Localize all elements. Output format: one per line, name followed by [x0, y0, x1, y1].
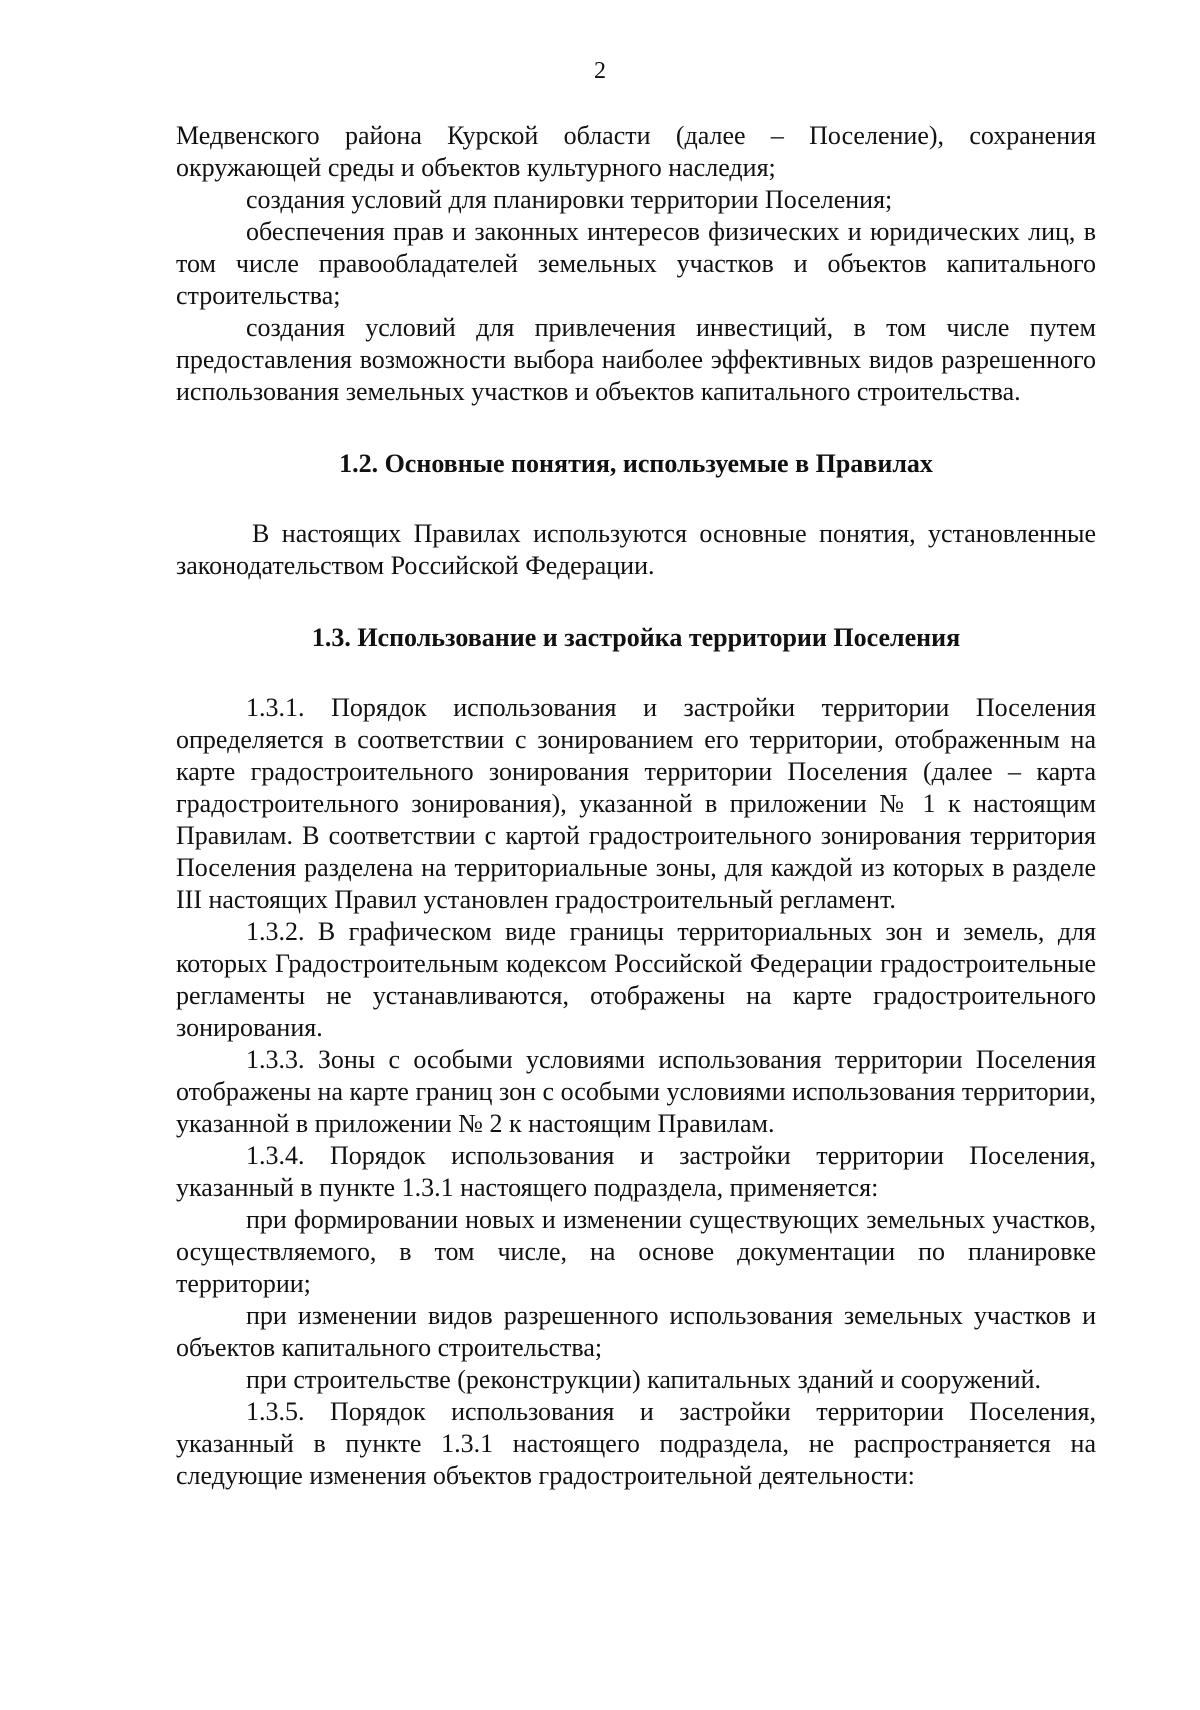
- intro-paragraph-3: обеспечения прав и законных интересов физических и юридических лиц, в том числе правообладателей земельных участков и объектов капитального строительства;: [176, 217, 1096, 310]
- clause-1-3-4-item-3: при строительстве (реконструкции) капитальных зданий и сооружений.: [246, 1365, 1042, 1394]
- clause-1-3-4-item-1: при формировании новых и изменении существующих земельных участков, осуществляемого, в том числе, на основе документации по планировке территории;: [176, 1205, 1096, 1298]
- clause-1-3-4: 1.3.4. Порядок использования и застройки территории Поселения, указанный в пункте 1.3.1 настоящего подраздела, применяется:: [176, 1141, 1096, 1202]
- spacer: [176, 582, 1096, 622]
- clause-1-3-3: 1.3.3. Зоны с особыми условиями использования территории Поселения отображены на карте границ зон с особыми условиями использования территории, указанной в приложении № 2 к настоящим Правилам.: [176, 1045, 1096, 1138]
- section-1-2-text: В настоящих Правилах используются основные понятия, установленные законодательством Российской Федерации.: [176, 519, 1096, 580]
- spacer: [176, 654, 1096, 692]
- page-number: 2: [594, 58, 606, 84]
- intro-paragraph-4: создания условий для привлечения инвестиций, в том числе путем предоставления возможности выбора наиболее эффективных видов разрешенного использования земельных участков и объектов капитального строительства.: [176, 313, 1096, 406]
- intro-paragraph-2: создания условий для планировки территории Поселения;: [246, 185, 893, 214]
- section-heading-1-3: 1.3. Использование и застройка территории Поселения: [311, 623, 961, 652]
- document-body: [176, 120, 1096, 1492]
- section-heading-1-2: 1.2. Основные понятия, используемые в Правилах: [339, 449, 933, 478]
- clause-1-3-4-item-2: при изменении видов разрешенного использования земельных участков и объектов капитального строительства;: [176, 1301, 1096, 1362]
- clause-1-3-2: 1.3.2. В графическом виде границы территориальных зон и земель, для которых Градостроительным кодексом Российской Федерации градостроительные регламенты не устанавливаются, отображены на карте градостроительного зонирования.: [176, 917, 1096, 1042]
- intro-paragraph-1: Медвенского района Курской области (далее – Поселение), сохранения окружающей среды и объектов культурного наследия;: [176, 121, 1096, 182]
- clause-1-3-1: 1.3.1. Порядок использования и застройки территории Поселения определяется в соответствии с зонированием его территории, отображенным на карте градостроительного зонирования территории Поселения (далее – карта градостроительного зонирования), указанной в приложении № 1 к настоящим Правилам. В соответствии с картой градостроительного зонирования территория Поселения разделена на территориальные зоны, для каждой из которых в разделе III настоящих Правил установлен градостроительный регламент.: [176, 693, 1096, 914]
- spacer: [176, 408, 1096, 448]
- clause-1-3-5: 1.3.5. Порядок использования и застройки территории Поселения, указанный в пункте 1.3.1 настоящего подраздела, не распространяется на следующие изменения объектов градостроительной деятельности:: [176, 1397, 1096, 1490]
- spacer: [176, 480, 1096, 518]
